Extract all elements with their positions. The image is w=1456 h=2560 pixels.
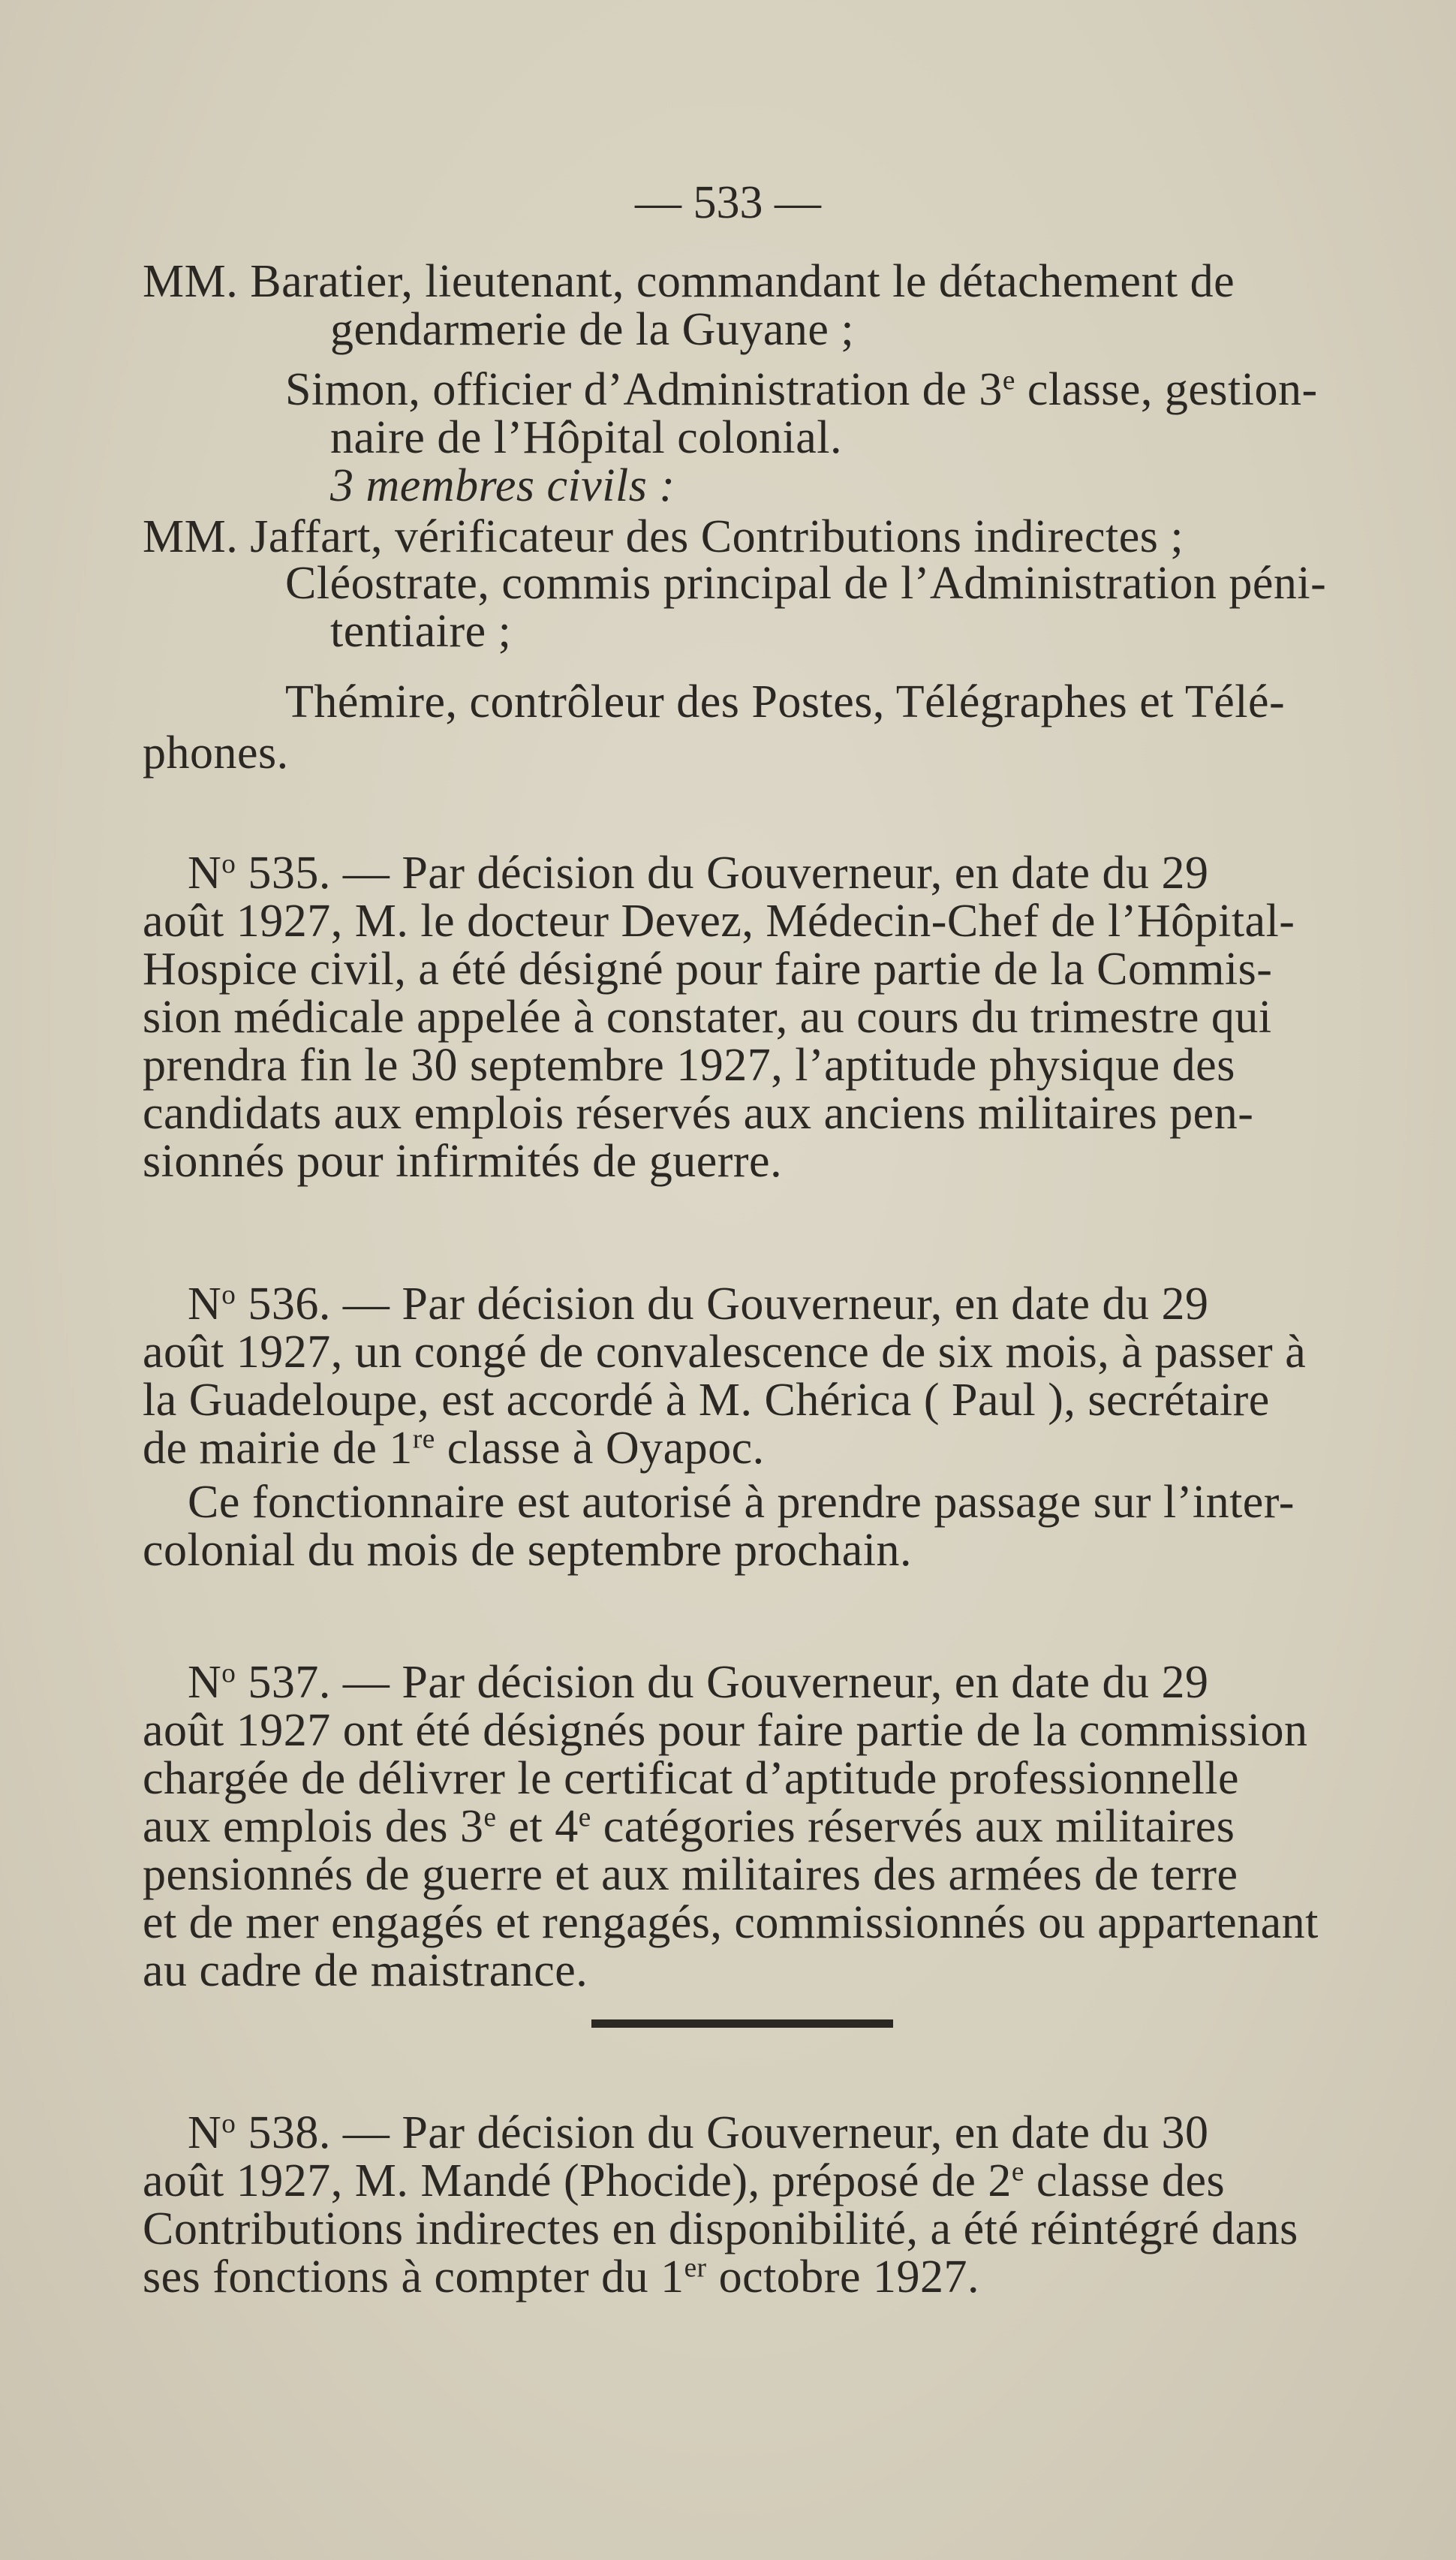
text-line: pensionnés de guerre et aux militaires des armées de terre	[143, 1849, 1238, 1900]
text-line: tentiaire ;	[330, 606, 512, 657]
text-line: sion médicale appelée à constater, au cours du trimestre qui	[143, 992, 1272, 1043]
text-line: gendarmerie de la Guyane ;	[330, 304, 855, 355]
page-number: — 533 —	[635, 177, 821, 228]
text-line: août 1927, M. Mandé (Phocide), préposé de 2e classe des	[143, 2155, 1226, 2206]
text-line: sionnés pour infirmités de guerre.	[143, 1136, 783, 1187]
text-line: naire de l’Hôpital colonial.	[330, 412, 842, 463]
text-line: chargée de délivrer le certificat d’aptitude professionnelle	[143, 1753, 1240, 1804]
text-line: août 1927, un congé de convalescence de six mois, à passer à	[143, 1327, 1307, 1378]
text-line: MM. Jaffart, vérificateur des Contributions indirectes ;	[143, 511, 1184, 562]
decision-535-heading: $N^o$ 535. — Par décision du Gouverneur, en date du 29	[188, 848, 1209, 899]
text-line: ses fonctions à compter du 1er octobre 1927.	[143, 2251, 979, 2302]
text-line-italic: 3 membres civils :	[330, 460, 675, 511]
separator-rule	[591, 2019, 893, 2028]
text-line: aux emplois des 3e et 4e catégories réservés aux militaires	[143, 1801, 1235, 1852]
decision-538-heading: $N^o$ 538. — Par décision du Gouverneur, en date du 30	[188, 2107, 1209, 2158]
text-line: la Guadeloupe, est accordé à M. Chérica ( Paul ), secrétaire	[143, 1375, 1270, 1426]
text-line: août 1927, M. le docteur Devez, Médecin-Chef de l’Hôpital-	[143, 896, 1295, 947]
text-line: candidats aux emplois réservés aux anciens militaires pen-	[143, 1088, 1254, 1139]
text-line: Hospice civil, a été désigné pour faire partie de la Commis-	[143, 944, 1273, 995]
text-line: Simon, officier d’Administration de 3e classe, gestion-	[285, 364, 1318, 415]
text-line: prendra fin le 30 septembre 1927, l’aptitude physique des	[143, 1040, 1235, 1091]
text-line: Ce fonctionnaire est autorisé à prendre passage sur l’inter-	[188, 1477, 1295, 1528]
decision-537-heading: $N^o$ 537. — Par décision du Gouverneur, en date du 29	[188, 1657, 1209, 1708]
text-line: phones.	[143, 727, 289, 779]
text-line: de mairie de 1re classe à Oyapoc.	[143, 1423, 765, 1474]
text-line: août 1927 ont été désignés pour faire partie de la commission	[143, 1705, 1308, 1756]
text-line: et de mer engagés et rengagés, commissionnés ou appartenant	[143, 1897, 1319, 1948]
text-line: colonial du mois de septembre prochain.	[143, 1525, 913, 1576]
text-line: Thémire, contrôleur des Postes, Télégraphes et Télé-	[285, 676, 1286, 727]
text-line: Contributions indirectes en disponibilité, a été réintégré dans	[143, 2203, 1298, 2254]
text-line: Cléostrate, commis principal de l’Administration péni-	[285, 558, 1327, 609]
text-line: MM. Baratier, lieutenant, commandant le détachement de	[143, 256, 1235, 307]
decision-536-heading: $N^o$ 536. — Par décision du Gouverneur, en date du 29	[188, 1278, 1209, 1330]
text-line: au cadre de maistrance.	[143, 1945, 588, 1996]
